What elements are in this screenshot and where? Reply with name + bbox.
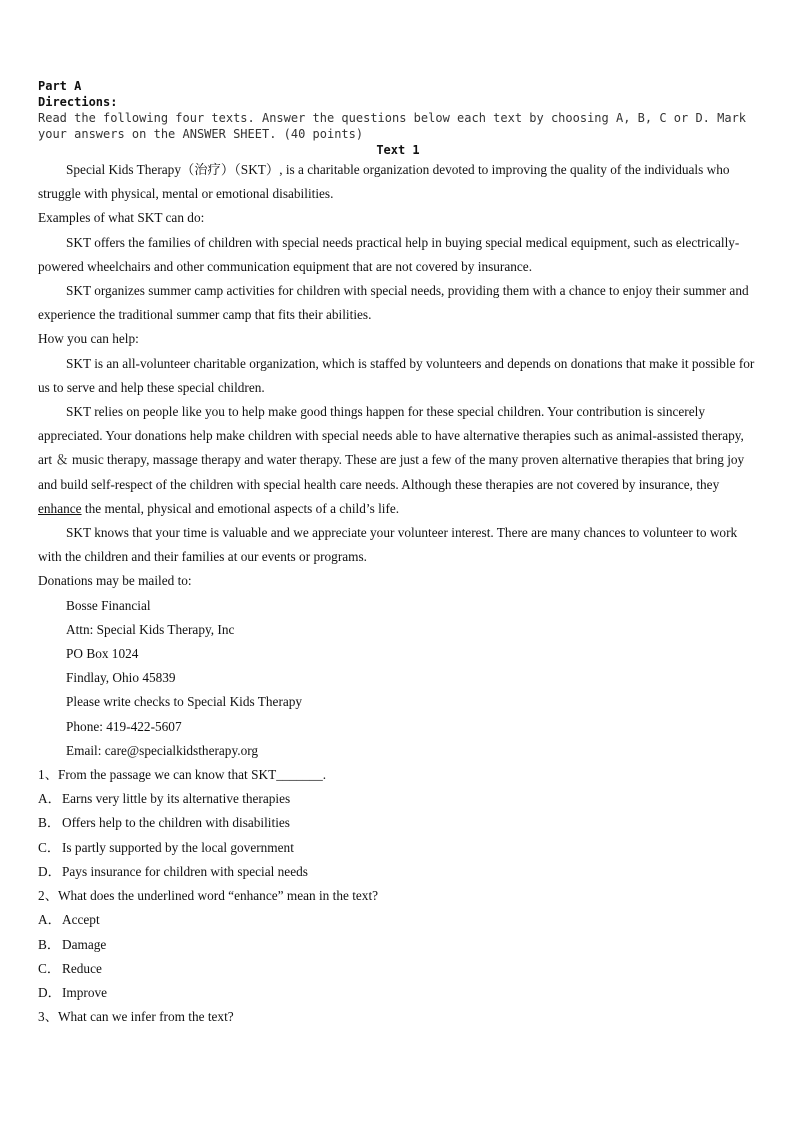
- option-text: Pays insurance for children with special needs: [62, 863, 308, 879]
- option-text: Offers help to the children with disabilities: [62, 815, 290, 831]
- option-d: [38, 981, 758, 1005]
- section-heading-help: How you can help:: [38, 331, 139, 347]
- part-heading: Part A: [38, 79, 82, 93]
- question-1: [38, 763, 758, 884]
- option-a: [38, 787, 758, 811]
- question-3: [38, 1005, 758, 1029]
- option-label: B．: [38, 936, 61, 952]
- option-b: [38, 811, 758, 835]
- option-text: Earns very little by its alternative therapies: [62, 791, 291, 807]
- option-text: Damage: [62, 936, 107, 952]
- option-a: [38, 908, 758, 932]
- question-stem: 3、What can we infer from the text?: [38, 1009, 234, 1025]
- option-text: Accept: [62, 912, 100, 928]
- option-label: D．: [38, 863, 61, 879]
- option-label: C．: [38, 839, 61, 855]
- option-c: [38, 957, 758, 981]
- option-label: D．: [38, 984, 61, 1000]
- passage-paragraph-2: SKT offers the families of children with special needs practical help in buying special medical equipment, such as electrically-powered wheelchairs and other communication equipment that are not covered by insurance.: [38, 234, 740, 274]
- directions-label: Directions:: [38, 95, 118, 109]
- option-c: [38, 836, 758, 860]
- option-label: A．: [38, 791, 61, 807]
- email-line: Email: care@specialkidstherapy.org: [66, 742, 259, 758]
- address-line: Attn: Special Kids Therapy, Inc: [66, 621, 235, 637]
- passage-paragraph-3: SKT organizes summer camp activities for children with special needs, providing them with a chance to enjoy their summer and experience the traditional summer camp that fits their abilities.: [38, 283, 749, 323]
- question-stem: 2、What does the underlined word “enhance” mean in the text?: [38, 888, 379, 904]
- passage-paragraph-5: [38, 400, 758, 521]
- passage-paragraph-6: SKT knows that your time is valuable and we appreciate your volunteer interest. There are many chances to volunteer to work with the children and their families at our events or programs.: [38, 525, 738, 565]
- option-label: C．: [38, 960, 61, 976]
- option-text: Is partly supported by the local government: [62, 839, 294, 855]
- directions-line-1: Read the following four texts. Answer the questions below each text by choosing A, B, C or D. Mark: [38, 111, 747, 125]
- mailing-address: [38, 594, 758, 763]
- text-title: Text 1: [376, 143, 420, 157]
- option-b: [38, 933, 758, 957]
- document-page: [38, 78, 758, 1029]
- address-line: Bosse Financial: [66, 597, 151, 613]
- option-label: B．: [38, 815, 61, 831]
- address-line: Please write checks to Special Kids Therapy: [66, 694, 303, 710]
- p5-text-after: the mental, physical and emotional aspects of a child’s life.: [81, 500, 400, 516]
- p5-text-before: SKT relies on people like you to help make good things happen for these special children. Your contribution is sincerely appreciated. Your donations help make children with special needs able to have alternative therapies such as animal-assisted therapy, art ＆ music therapy, massage therapy and water therapy. These are just a few of the many proven alternative therapies that bring joy and build self-respect of the children with special health care needs. Although these therapies are not covered by insurance, they: [38, 404, 745, 492]
- passage-paragraph-4: SKT is an all-volunteer charitable organization, which is staffed by volunteers and depends on donations that make it possible for us to serve and help these special children.: [38, 355, 755, 395]
- directions-line-2: your answers on the ANSWER SHEET. (40 points): [38, 127, 364, 141]
- section-heading-examples: Examples of what SKT can do:: [38, 210, 205, 226]
- option-d: [38, 860, 758, 884]
- address-line: PO Box 1024: [66, 646, 139, 662]
- passage-paragraph-1: Special Kids Therapy（治疗）（SKT）, is a charitable organization devoted to improving the quality of the individuals who struggle with physical, mental or emotional disabilities.: [38, 162, 730, 202]
- option-label: A．: [38, 912, 61, 928]
- address-line: Findlay, Ohio 45839: [66, 670, 176, 686]
- option-text: Reduce: [62, 960, 102, 976]
- question-2: [38, 884, 758, 1005]
- section-heading-donations: Donations may be mailed to:: [38, 573, 192, 589]
- phone-line: Phone: 419-422-5607: [66, 718, 182, 734]
- question-stem: 1、From the passage we can know that SKT_______.: [38, 767, 327, 783]
- underlined-word-enhance: enhance: [38, 500, 82, 516]
- option-text: Improve: [62, 984, 108, 1000]
